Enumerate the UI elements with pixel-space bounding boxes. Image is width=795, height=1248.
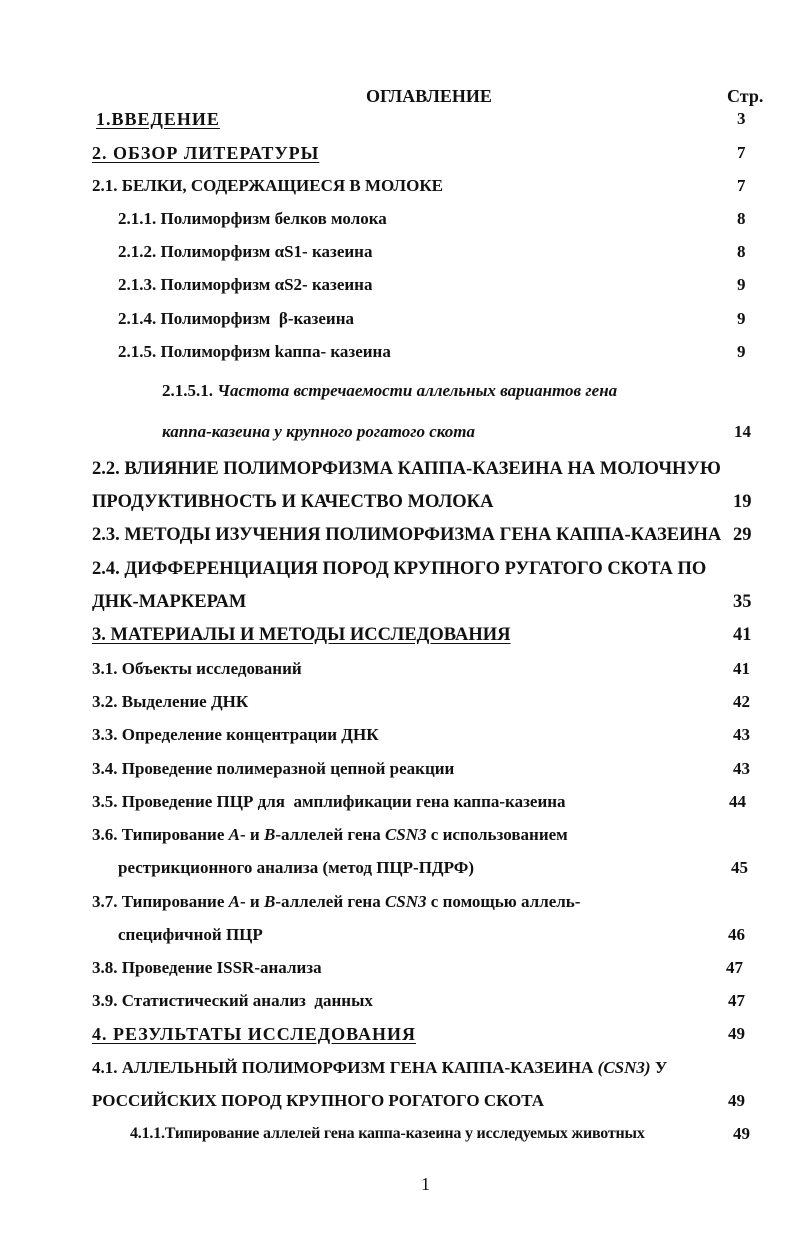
toc-entry-text: 1.ВВЕДЕНИЕ	[96, 109, 220, 129]
toc-entry	[0, 378, 795, 404]
toc-entry	[0, 656, 795, 682]
toc-entry	[0, 855, 795, 881]
toc-entry-page: 9	[737, 342, 746, 361]
toc-entry-text: 3.5. Проведение ПЦР для амплификации гена каппа-казеина	[92, 792, 566, 811]
toc-entry-text: 2.1.5. Полиморфизм kаппа- казеина	[118, 342, 391, 361]
toc-entry-text: 3.6. Типирование А- и В-аллелей гена CSN3 с использованием	[92, 825, 568, 844]
toc-entry-page: 19	[733, 492, 752, 512]
toc-entry-text: 4.1.1.Типирование аллелей гена каппа-казеина у исследуемых животных	[130, 1125, 645, 1142]
toc-entry-page: 43	[733, 759, 750, 778]
toc-entry-text: рестрикционного анализа (метод ПЦР-ПДРФ)	[118, 858, 474, 877]
toc-entry	[0, 522, 795, 548]
toc-entry-page: 47	[728, 991, 745, 1010]
toc-entry-text: 2.1.1. Полиморфизм белков молока	[118, 209, 387, 228]
toc-entry	[0, 556, 795, 582]
toc-entry	[0, 489, 795, 515]
toc-entry-text: 4.1. АЛЛЕЛЬНЫЙ ПОЛИМОРФИЗМ ГЕНА КАППА-КАЗЕИНА (CSN3) У	[92, 1058, 668, 1077]
toc-entry-page: 9	[737, 309, 746, 328]
toc-entry	[0, 206, 795, 232]
toc-entry	[0, 419, 795, 445]
toc-entry	[0, 589, 795, 615]
toc-entry-page: 41	[733, 625, 752, 645]
toc-entry	[0, 106, 795, 132]
toc-entry-text: 3.2. Выделение ДНК	[92, 692, 249, 711]
toc-entry	[0, 173, 795, 199]
toc-entry-text: 2. ОБЗОР ЛИТЕРАТУРЫ	[92, 143, 320, 163]
toc-entry-page: 8	[737, 209, 746, 228]
toc-entry-page: 14	[734, 422, 751, 441]
toc-title: ОГЛАВЛЕНИЕ	[366, 86, 492, 106]
toc-entry	[0, 1055, 795, 1081]
toc-entry	[0, 140, 795, 166]
toc-entry	[0, 756, 795, 782]
toc-entry	[0, 822, 795, 848]
toc-entry-text: ПРОДУКТИВНОСТЬ И КАЧЕСТВО МОЛОКА	[92, 492, 494, 512]
toc-entry	[0, 1121, 795, 1147]
page-number: 1	[421, 1174, 430, 1194]
toc-entry-page: 49	[733, 1124, 750, 1143]
toc-entry-text: ДНК-МАРКЕРАМ	[92, 592, 247, 612]
toc-entry-text: 3.4. Проведение полимеразной цепной реакции	[92, 759, 455, 778]
toc-entry-text: 2.3. МЕТОДЫ ИЗУЧЕНИЯ ПОЛИМОРФИЗМА ГЕНА КАППА-КАЗЕИНА	[92, 525, 722, 545]
page-column-label: Стр.	[727, 86, 764, 106]
toc-entry-page: 41	[733, 659, 750, 678]
toc-entry-page: 3	[737, 109, 746, 128]
toc-entry	[0, 689, 795, 715]
toc-entry	[0, 306, 795, 332]
toc-entry	[0, 889, 795, 915]
toc-entry	[0, 339, 795, 365]
toc-entry-text: 2.1.4. Полиморфизм β-казеина	[118, 309, 354, 328]
toc-entry	[0, 622, 795, 648]
toc-entry	[0, 922, 795, 948]
toc-entry-page: 44	[729, 792, 746, 811]
toc-entry-page: 46	[728, 925, 745, 944]
toc-entry	[0, 1021, 795, 1047]
toc-entry	[0, 456, 795, 482]
toc-entry	[0, 239, 795, 265]
toc-entry-number: 2.1.5.1.	[162, 381, 213, 400]
toc-entry-text: 3.7. Типирование А- и В-аллелей гена CSN3 с помощью аллель-	[92, 892, 581, 911]
toc-entry-text: РОССИЙСКИХ ПОРОД КРУПНОГО РОГАТОГО СКОТА	[92, 1091, 545, 1110]
toc-entry-page: 35	[733, 592, 752, 612]
toc-entry	[0, 272, 795, 298]
toc-entry-page: 8	[737, 242, 746, 261]
toc-entry-text	[162, 378, 617, 404]
toc-entry-text: 3.8. Проведение ISSR-анализа	[92, 958, 322, 977]
toc-entry-text: 2.1.3. Полиморфизм αS2- казеина	[118, 275, 373, 294]
toc-entry-text: 4. РЕЗУЛЬТАТЫ ИССЛЕДОВАНИЯ	[92, 1024, 417, 1044]
toc-entry-page: 49	[728, 1024, 745, 1043]
toc-entry-text: 3.1. Объекты исследований	[92, 659, 302, 678]
toc-entry-text: каппа-казеина у крупного рогатого скота	[162, 422, 475, 441]
toc-entry-text: специфичной ПЦР	[118, 925, 263, 944]
toc-entry-page: 7	[737, 176, 746, 195]
toc-entry	[0, 988, 795, 1014]
toc-entry-page: 7	[737, 143, 746, 162]
toc-entry-page: 29	[733, 525, 752, 545]
toc-entry-text: 3. МАТЕРИАЛЫ И МЕТОДЫ ИССЛЕДОВАНИЯ	[92, 625, 511, 645]
toc-entry-text: 2.4. ДИФФЕРЕНЦИАЦИЯ ПОРОД КРУПНОГО РУГАТОГО СКОТА ПО	[92, 559, 707, 579]
toc-entry-page: 9	[737, 275, 746, 294]
toc-entry-page: 45	[731, 858, 748, 877]
toc-entry-page: 47	[726, 958, 743, 977]
toc-entry-text: 2.1.2. Полиморфизм αS1- казеина	[118, 242, 373, 261]
toc-entry-text: 3.9. Статистический анализ данных	[92, 991, 373, 1010]
toc-entry-text: 2.1. БЕЛКИ, СОДЕРЖАЩИЕСЯ В МОЛОКЕ	[92, 176, 443, 195]
toc-entry-text: 3.3. Определение концентрации ДНК	[92, 725, 379, 744]
toc-entry-text: 2.2. ВЛИЯНИЕ ПОЛИМОРФИЗМА КАППА-КАЗЕИНА НА МОЛОЧНУЮ	[92, 459, 721, 479]
toc-entry-page: 49	[728, 1091, 745, 1110]
toc-entry-page: 43	[733, 725, 750, 744]
toc-entry	[0, 955, 795, 981]
toc-entry-title: Частота встречаемости аллельных вариантов гена	[217, 381, 618, 400]
toc-entry	[0, 722, 795, 748]
toc-entry-page: 42	[733, 692, 750, 711]
toc-entry	[0, 789, 795, 815]
toc-entry	[0, 1088, 795, 1114]
